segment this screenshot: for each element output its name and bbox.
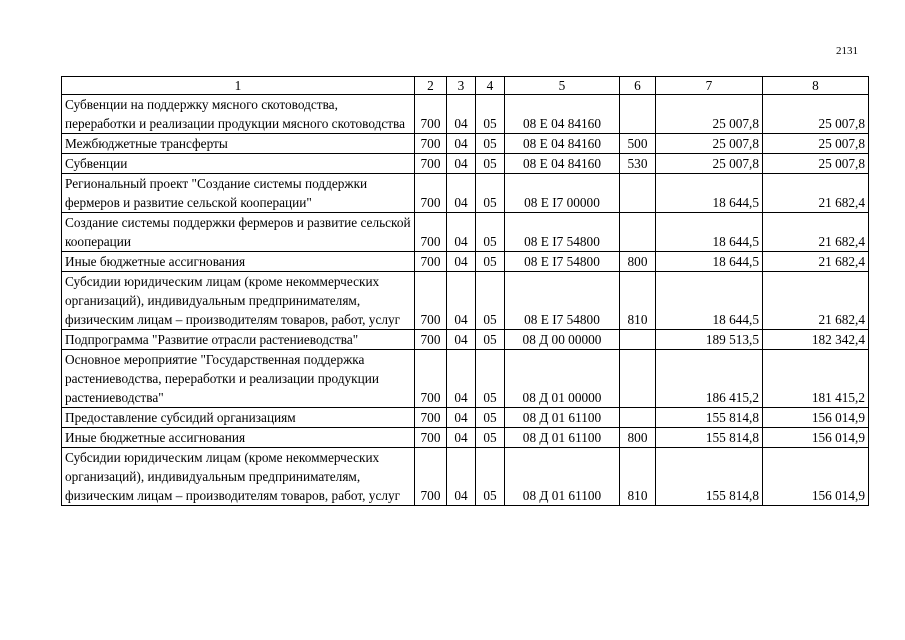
section-cell: 04	[447, 134, 476, 154]
table-row	[62, 252, 869, 272]
amount-2021-cell: 21 682,4	[763, 272, 869, 330]
item-name-cell: Субсидии юридическим лицам (кроме некоммерческих организаций), индивидуальным предпринимателям, физическим лицам – производителям товаров, работ, услуг	[62, 448, 415, 506]
amount-2020-cell: 25 007,8	[656, 95, 763, 134]
amount-2021-cell: 182 342,4	[763, 330, 869, 350]
subsection-cell: 05	[476, 428, 505, 448]
table-row	[62, 408, 869, 428]
table-row	[62, 154, 869, 174]
subsection-cell: 05	[476, 213, 505, 252]
amount-2021-cell: 21 682,4	[763, 213, 869, 252]
amount-2021-cell: 25 007,8	[763, 154, 869, 174]
item-name-cell: Основное мероприятие "Государственная поддержка растениеводства, переработки и реализации продукции растениеводства"	[62, 350, 415, 408]
header-cell: 7	[656, 77, 763, 95]
item-name-cell: Предоставление субсидий организациям	[62, 408, 415, 428]
expense-type-cell	[620, 174, 656, 213]
amount-2020-cell: 18 644,5	[656, 174, 763, 213]
section-cell: 04	[447, 408, 476, 428]
item-name-cell: Региональный проект "Создание системы поддержки фермеров и развитие сельской кооперации"	[62, 174, 415, 213]
subsection-cell: 05	[476, 272, 505, 330]
subsection-cell: 05	[476, 95, 505, 134]
amount-2020-cell: 155 814,8	[656, 448, 763, 506]
page-number: 2131	[836, 45, 858, 57]
subsection-cell: 05	[476, 134, 505, 154]
code-cell: 700	[415, 330, 447, 350]
item-name-cell: Межбюджетные трансферты	[62, 134, 415, 154]
subsection-cell: 05	[476, 330, 505, 350]
amount-2021-cell: 25 007,8	[763, 134, 869, 154]
amount-2021-cell: 181 415,2	[763, 350, 869, 408]
subsection-cell: 05	[476, 350, 505, 408]
table-row	[62, 330, 869, 350]
code-cell: 700	[415, 213, 447, 252]
expense-type-cell	[620, 408, 656, 428]
table-row	[62, 350, 869, 408]
table-row	[62, 134, 869, 154]
section-cell: 04	[447, 428, 476, 448]
amount-2021-cell: 156 014,9	[763, 408, 869, 428]
table-row	[62, 213, 869, 252]
target-article-cell: 08 Е I7 54800	[505, 272, 620, 330]
expense-type-cell: 530	[620, 154, 656, 174]
header-cell: 1	[62, 77, 415, 95]
expense-type-cell: 500	[620, 134, 656, 154]
amount-2020-cell: 155 814,8	[656, 428, 763, 448]
amount-2020-cell: 25 007,8	[656, 134, 763, 154]
section-cell: 04	[447, 272, 476, 330]
code-cell: 700	[415, 448, 447, 506]
amount-2021-cell: 156 014,9	[763, 448, 869, 506]
subsection-cell: 05	[476, 174, 505, 213]
expense-type-cell: 800	[620, 428, 656, 448]
section-cell: 04	[447, 448, 476, 506]
item-name-cell: Иные бюджетные ассигнования	[62, 252, 415, 272]
amount-2020-cell: 186 415,2	[656, 350, 763, 408]
table-row	[62, 272, 869, 330]
target-article-cell: 08 Е 04 84160	[505, 134, 620, 154]
amount-2021-cell: 156 014,9	[763, 428, 869, 448]
code-cell: 700	[415, 252, 447, 272]
section-cell: 04	[447, 95, 476, 134]
item-name-cell: Иные бюджетные ассигнования	[62, 428, 415, 448]
expense-type-cell: 810	[620, 272, 656, 330]
expense-type-cell	[620, 95, 656, 134]
amount-2020-cell: 18 644,5	[656, 252, 763, 272]
table-header-row	[62, 77, 869, 95]
amount-2020-cell: 189 513,5	[656, 330, 763, 350]
header-cell: 6	[620, 77, 656, 95]
amount-2021-cell: 21 682,4	[763, 174, 869, 213]
table-row	[62, 428, 869, 448]
budget-table	[61, 76, 869, 506]
code-cell: 700	[415, 428, 447, 448]
amount-2020-cell: 18 644,5	[656, 213, 763, 252]
target-article-cell: 08 Е I7 54800	[505, 213, 620, 252]
section-cell: 04	[447, 350, 476, 408]
subsection-cell: 05	[476, 408, 505, 428]
subsection-cell: 05	[476, 252, 505, 272]
table-row	[62, 448, 869, 506]
subsection-cell: 05	[476, 154, 505, 174]
target-article-cell: 08 Д 01 61100	[505, 428, 620, 448]
code-cell: 700	[415, 134, 447, 154]
section-cell: 04	[447, 252, 476, 272]
section-cell: 04	[447, 213, 476, 252]
table-body	[62, 95, 869, 506]
header-cell: 4	[476, 77, 505, 95]
target-article-cell: 08 Е 04 84160	[505, 154, 620, 174]
expense-type-cell: 800	[620, 252, 656, 272]
item-name-cell: Субвенции	[62, 154, 415, 174]
target-article-cell: 08 Д 01 61100	[505, 408, 620, 428]
subsection-cell: 05	[476, 448, 505, 506]
header-cell: 8	[763, 77, 869, 95]
table-row	[62, 174, 869, 213]
target-article-cell: 08 Е 04 84160	[505, 95, 620, 134]
amount-2020-cell: 155 814,8	[656, 408, 763, 428]
code-cell: 700	[415, 350, 447, 408]
target-article-cell: 08 Д 01 61100	[505, 448, 620, 506]
target-article-cell: 08 Е I7 00000	[505, 174, 620, 213]
expense-type-cell	[620, 350, 656, 408]
section-cell: 04	[447, 154, 476, 174]
item-name-cell: Подпрограмма "Развитие отрасли растениеводства"	[62, 330, 415, 350]
expense-type-cell: 810	[620, 448, 656, 506]
header-cell: 3	[447, 77, 476, 95]
section-cell: 04	[447, 330, 476, 350]
table-row	[62, 95, 869, 134]
item-name-cell: Субвенции на поддержку мясного скотоводства, переработки и реализации продукции мясного скотоводства	[62, 95, 415, 134]
amount-2020-cell: 25 007,8	[656, 154, 763, 174]
code-cell: 700	[415, 154, 447, 174]
amount-2021-cell: 21 682,4	[763, 252, 869, 272]
item-name-cell: Субсидии юридическим лицам (кроме некоммерческих организаций), индивидуальным предпринимателям, физическим лицам – производителям товаров, работ, услуг	[62, 272, 415, 330]
amount-2021-cell: 25 007,8	[763, 95, 869, 134]
code-cell: 700	[415, 95, 447, 134]
target-article-cell: 08 Д 00 00000	[505, 330, 620, 350]
code-cell: 700	[415, 408, 447, 428]
expense-type-cell	[620, 213, 656, 252]
header-cell: 5	[505, 77, 620, 95]
code-cell: 700	[415, 272, 447, 330]
section-cell: 04	[447, 174, 476, 213]
header-cell: 2	[415, 77, 447, 95]
amount-2020-cell: 18 644,5	[656, 272, 763, 330]
item-name-cell: Создание системы поддержки фермеров и развитие сельской кооперации	[62, 213, 415, 252]
target-article-cell: 08 Е I7 54800	[505, 252, 620, 272]
target-article-cell: 08 Д 01 00000	[505, 350, 620, 408]
code-cell: 700	[415, 174, 447, 213]
expense-type-cell	[620, 330, 656, 350]
